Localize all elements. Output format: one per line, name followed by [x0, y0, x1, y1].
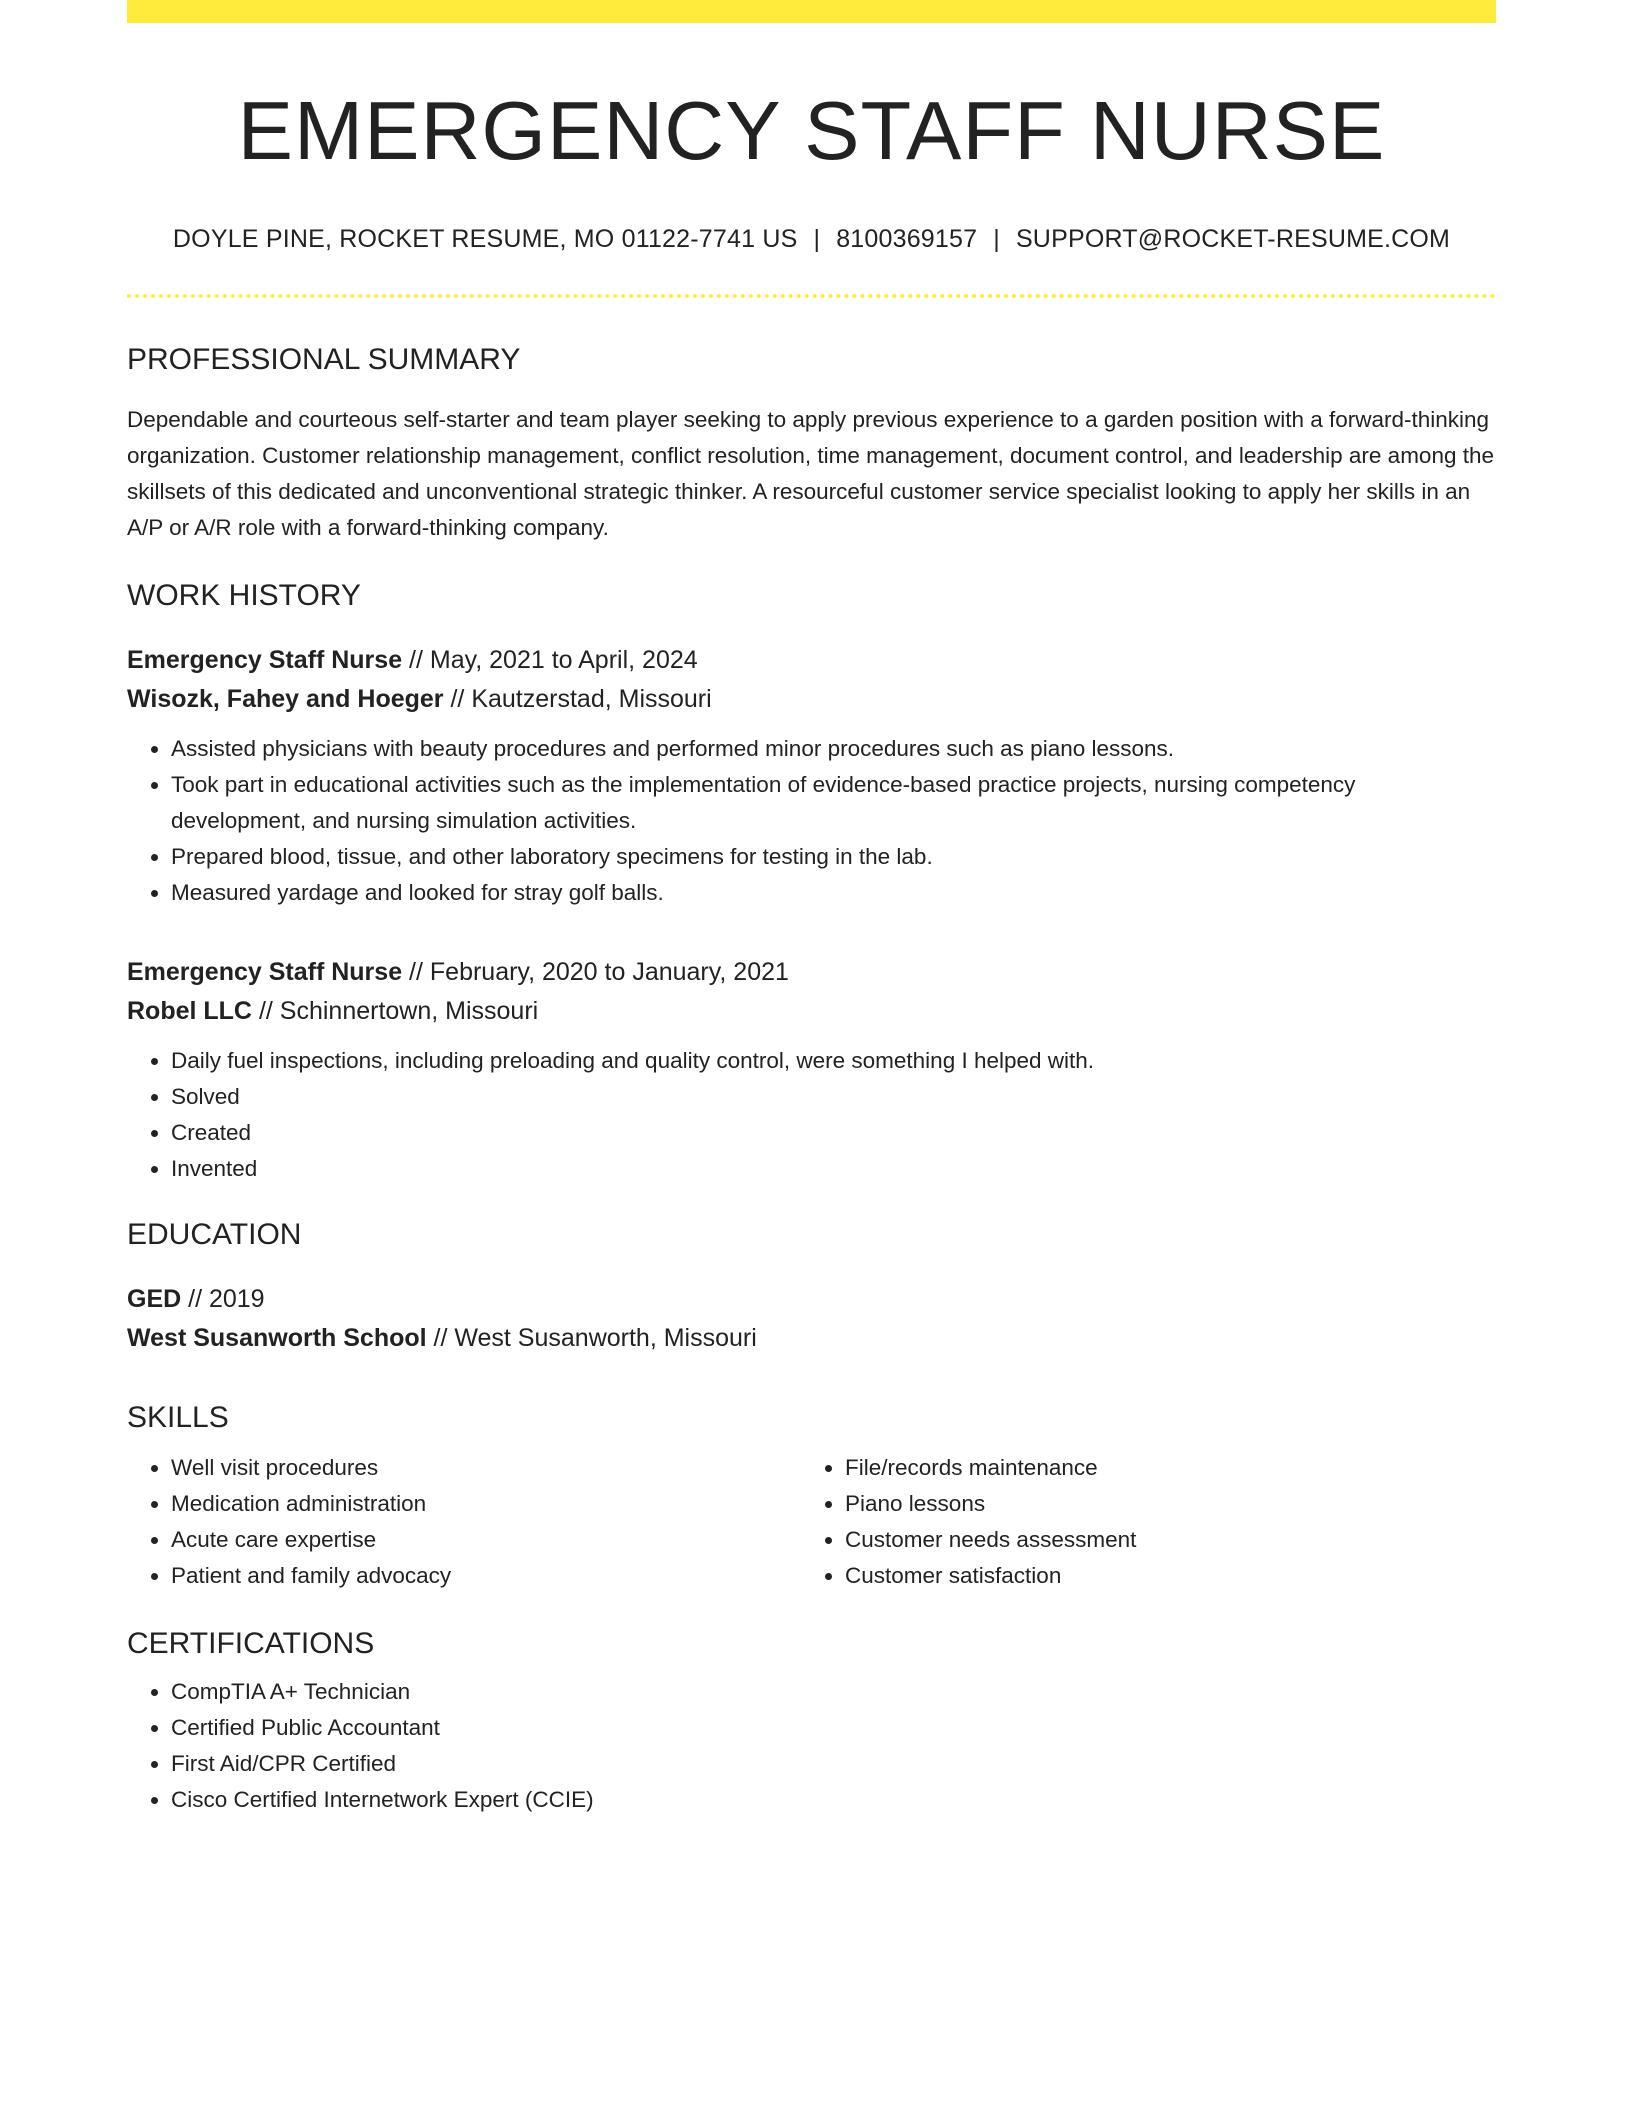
education-heading: EDUCATION — [127, 1218, 302, 1252]
job-bullet: • Solved — [171, 1079, 1496, 1115]
job-entry — [127, 953, 1496, 1187]
skill-item: • Medication administration — [171, 1486, 801, 1522]
job-bullets — [127, 731, 1496, 911]
contact-separator: | — [813, 225, 821, 254]
skill-item: • Well visit procedures — [171, 1450, 801, 1486]
job-bullet: • Daily fuel inspections, including preloading and quality control, were something I helped with. — [171, 1043, 1496, 1079]
skills-right-list — [801, 1450, 1475, 1594]
skills-grid — [127, 1450, 1496, 1594]
job-company: Robel LLC — [127, 997, 252, 1026]
contact-line — [127, 224, 1496, 254]
skill-item: • Piano lessons — [845, 1486, 1475, 1522]
job-bullet: • Measured yardage and looked for stray golf balls. — [171, 875, 1496, 911]
job-bullet: • Took part in educational activities such as the implementation of evidence-based practice projects, nursing competency development, and nursing simulation activities. — [171, 767, 1496, 839]
skill-item: • Patient and family advocacy — [171, 1558, 801, 1594]
job-bullet: • Assisted physicians with beauty procedures and performed minor procedures such as piano lessons. — [171, 731, 1496, 767]
education-school-line — [127, 1319, 1496, 1358]
job-bullets — [127, 1043, 1496, 1187]
job-bullet: • Invented — [171, 1151, 1496, 1187]
education-location: // West Susanworth, Missouri — [426, 1324, 757, 1353]
certifications-heading: CERTIFICATIONS — [127, 1627, 375, 1661]
resume-page — [127, 0, 1496, 2112]
summary-text: Dependable and courteous self-starter and team player seeking to apply previous experience to a garden position with a forward-thinking organization. Customer relationship management, conflict resolution, time management, document control, and leadership are among the skillsets of this dedicated and unconventional strategic thinker. A resourceful customer service specialist looking to apply her skills in an A/P or A/R role with a forward-thinking company. — [127, 407, 1495, 541]
skill-item: • Acute care expertise — [171, 1522, 801, 1558]
job-company: Wisozk, Fahey and Hoeger — [127, 685, 444, 714]
job-company-line — [127, 992, 1496, 1031]
job-title: Emergency Staff Nurse — [127, 646, 403, 675]
resume-title: EMERGENCY STAFF NURSE — [237, 84, 1386, 177]
education-entry — [127, 1280, 1496, 1358]
job-title-line — [127, 953, 1496, 992]
certifications-list — [127, 1674, 1496, 1818]
job-company-line — [127, 680, 1496, 719]
certification-item: • CompTIA A+ Technician — [171, 1674, 1496, 1710]
education-school: West Susanworth School — [127, 1324, 427, 1353]
skill-item: • Customer satisfaction — [845, 1558, 1475, 1594]
contact-email: SUPPORT@ROCKET-RESUME.COM — [1015, 225, 1451, 254]
education-degree-line — [127, 1280, 1496, 1319]
skills-left-list — [127, 1450, 801, 1594]
work-history-heading: WORK HISTORY — [127, 579, 361, 613]
job-location: // Kautzerstad, Missouri — [443, 685, 712, 714]
certification-item: • First Aid/CPR Certified — [171, 1746, 1496, 1782]
certification-item: • Cisco Certified Internetwork Expert (CCIE) — [171, 1782, 1496, 1818]
top-accent-bar — [127, 0, 1496, 23]
contact-separator: | — [993, 225, 1000, 254]
job-bullet: • Prepared blood, tissue, and other laboratory specimens for testing in the lab. — [171, 839, 1496, 875]
education-degree: GED — [127, 1285, 182, 1314]
job-location: // Schinnertown, Missouri — [252, 997, 539, 1026]
contact-phone: 8100369157 — [836, 225, 978, 254]
skills-heading: SKILLS — [127, 1401, 229, 1435]
job-title-line — [127, 641, 1496, 680]
job-title: Emergency Staff Nurse — [127, 958, 403, 987]
certification-item: • Certified Public Accountant — [171, 1710, 1496, 1746]
job-entry — [127, 641, 1496, 911]
job-dates: // May, 2021 to April, 2024 — [402, 646, 698, 675]
contact-address: DOYLE PINE, ROCKET RESUME, MO 01122-7741 US — [172, 225, 798, 254]
skill-item: • File/records maintenance — [845, 1450, 1475, 1486]
summary-heading: PROFESSIONAL SUMMARY — [127, 343, 521, 377]
dotted-divider — [127, 294, 1496, 298]
job-dates: // February, 2020 to January, 2021 — [402, 958, 789, 987]
job-bullet: • Created — [171, 1115, 1496, 1151]
education-year: // 2019 — [181, 1285, 265, 1314]
skill-item: • Customer needs assessment — [845, 1522, 1475, 1558]
